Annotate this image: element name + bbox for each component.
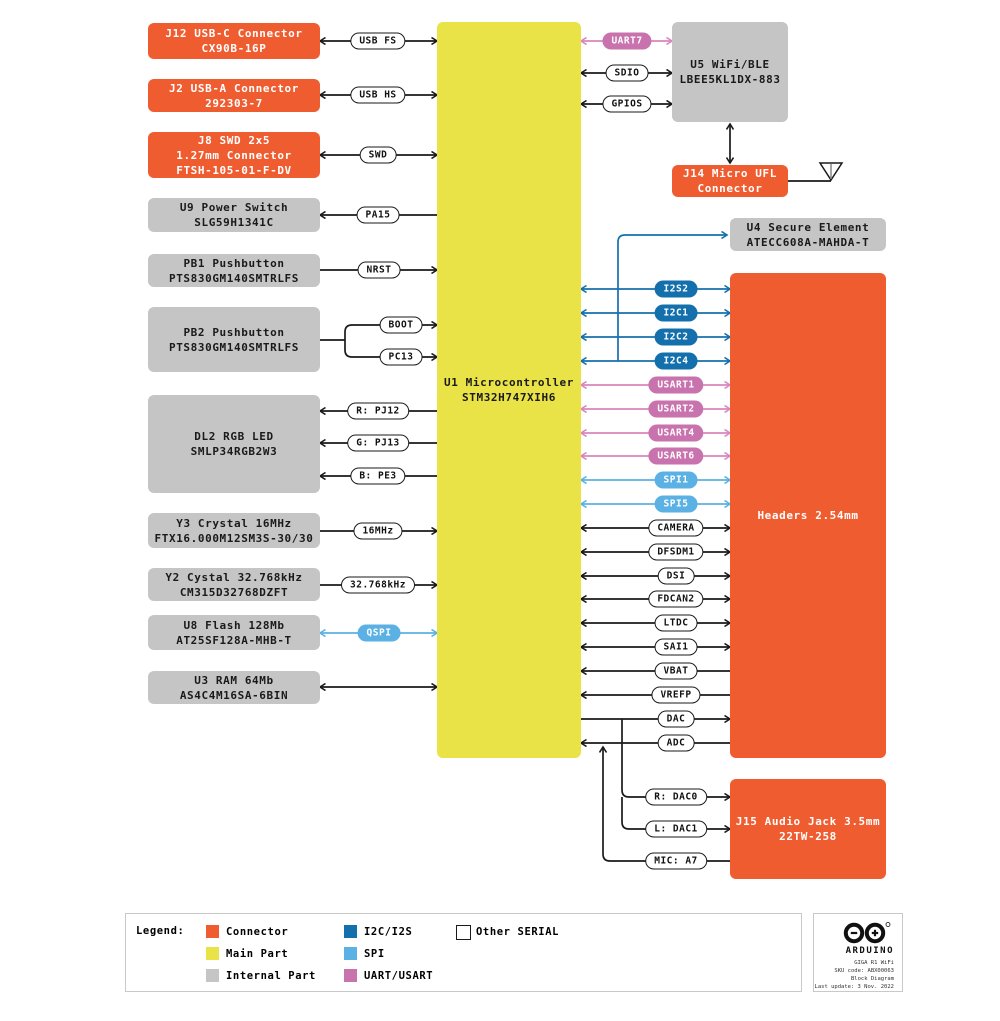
block-dl2: [148, 395, 320, 493]
legend-swatch-icon: [456, 925, 471, 940]
block-j2-label: J2 USB-A Connector: [168, 81, 299, 95]
block-dl2-label: DL2 RGB LED: [194, 430, 274, 443]
wire-r-dac0: [622, 719, 730, 797]
block-u3-label: AS4C4M16SA-6BIN: [179, 688, 289, 702]
legend-swatch-icon: [344, 969, 357, 982]
pill-pc13: PC13: [380, 349, 423, 366]
block-u9-label: SLG59H1341C: [194, 216, 274, 229]
block-u3-label: U3 RAM 64Mb: [194, 673, 274, 687]
pill-i2c2: I2C2: [655, 329, 698, 346]
pill-usart1: USART1: [648, 377, 703, 394]
legend-swatch-icon: [344, 925, 357, 938]
pill-vbat: VBAT: [655, 663, 698, 680]
pill-r-pj12: R: PJ12: [347, 403, 409, 420]
block-y2-label: Y2 Cystal 32.768kHz: [165, 570, 303, 584]
legend-label: Connector: [226, 926, 289, 938]
legend-label: SPI: [364, 948, 385, 960]
pill-mic-a7: MIC: A7: [645, 853, 707, 870]
antenna-icon: [820, 163, 842, 180]
block-u4-label: ATECC608A-MAHDA-T: [746, 235, 870, 249]
block-y2: [148, 568, 320, 601]
logo-caption-line: SKU code: ABX00063: [834, 968, 894, 974]
pill-dsi: DSI: [658, 568, 695, 585]
block-u9-label: U9 Power Switch: [179, 201, 289, 214]
pill-g-pj13: G: PJ13: [347, 435, 409, 452]
pill-usart2: USART2: [648, 401, 703, 418]
logo-caption-line: Block Diagram: [850, 976, 894, 982]
block-j12-label: J12 USB-C Connector: [165, 27, 303, 40]
block-pb2: [148, 307, 320, 372]
block-dl2-label: SMLP34RGB2W3: [190, 445, 278, 458]
block-pb2-label: PTS830GM140SMTRLFS: [168, 340, 299, 354]
logo-caption-lines: [815, 959, 894, 991]
pill-usb-fs: USB FS: [350, 33, 405, 50]
pill-r-dac0: R: DAC0: [645, 789, 707, 806]
pill-adc: ADC: [658, 735, 695, 752]
block-pb1: [148, 254, 320, 287]
block-u1-label: U1 Microcontroller: [443, 376, 574, 389]
block-pb2-label: PB2 Pushbutton: [183, 325, 285, 339]
block-u1-label: STM32H747XIH6: [462, 391, 556, 404]
pill-qspi: QSPI: [358, 625, 401, 642]
block-j8-label: FTSH-105-01-F-DV: [176, 163, 292, 177]
block-j12-label: CX90B-16P: [201, 42, 267, 55]
legend-title: Legend:: [136, 925, 185, 937]
logo-caption-line: Last update: 3 Nov. 2022: [814, 984, 894, 990]
legend-label: Main Part: [226, 948, 289, 960]
block-u1: [437, 22, 581, 758]
block-pb1-label: PTS830GM140SMTRLFS: [168, 271, 299, 285]
block-j14-label: Connector: [697, 182, 763, 195]
block-u5-label: LBEE5KL1DX-883: [679, 73, 781, 86]
block-u5: [672, 22, 788, 122]
legend: [125, 913, 802, 992]
block-j15-label: 22TW-258: [779, 830, 837, 843]
pill-dac: DAC: [658, 711, 695, 728]
block-u8-label: U8 Flash 128Mb: [183, 618, 285, 632]
block-j15-label: J15 Audio Jack 3.5mm: [735, 815, 881, 828]
pill-usart6: USART6: [648, 448, 703, 465]
pill-b-pe3: B: PE3: [350, 468, 405, 485]
arduino-infinity-icon: [840, 921, 894, 945]
pill-boot: BOOT: [380, 317, 423, 334]
pill-16mhz: 16MHz: [353, 523, 402, 540]
block-j8-label: J8 SWD 2x5: [197, 133, 271, 147]
legend-label: Other SERIAL: [476, 926, 560, 938]
pill-usb-hs: USB HS: [350, 87, 405, 104]
arduino-logo-box: [813, 913, 903, 992]
pill-l-dac1: L: DAC1: [645, 821, 707, 838]
pill-nrst: NRST: [358, 262, 401, 279]
pill-gpios: GPIOS: [602, 96, 651, 113]
block-headers: [730, 273, 886, 758]
pill-dfsdm1: DFSDM1: [648, 544, 703, 561]
pill-spi5: SPI5: [655, 496, 698, 513]
arduino-brand-text: ARDUINO: [845, 946, 894, 956]
block-u4-label: U4 Secure Element: [746, 220, 870, 234]
pill-vrefp: VREFP: [651, 687, 700, 704]
block-u5-label: U5 WiFi/BLE: [690, 58, 770, 71]
block-j8-label: 1.27mm Connector: [176, 148, 292, 162]
block-j2: [148, 79, 320, 112]
block-pb1-label: PB1 Pushbutton: [183, 256, 285, 270]
block-u8-label: AT25SF128A-MHB-T: [176, 633, 292, 647]
pill-spi1: SPI1: [655, 472, 698, 489]
block-y3-label: Y3 Crystal 16MHz: [176, 516, 292, 530]
pill-i2s2: I2S2: [655, 281, 698, 298]
legend-label: I2C/I2S: [364, 926, 413, 938]
block-y3: [148, 513, 320, 548]
legend-swatch-icon: [344, 947, 357, 960]
block-j14: [672, 165, 788, 197]
block-y2-label: CM315D32768DZFT: [179, 585, 289, 599]
pill-i2c4: I2C4: [655, 353, 698, 370]
block-u9: [148, 198, 320, 232]
pill-swd: SWD: [360, 147, 397, 164]
block-j2-label: 292303-7: [205, 96, 263, 110]
legend-swatch-icon: [206, 969, 219, 982]
block-y3-label: FTX16.000M12SM3S-30/30: [154, 531, 314, 545]
logo-caption-line: GIGA R1 WiFi: [854, 960, 894, 966]
block-u8: [148, 615, 320, 650]
pill-i2c1: I2C1: [655, 305, 698, 322]
legend-label: Internal Part: [226, 970, 316, 982]
pill-usart4: USART4: [648, 425, 703, 442]
block-j12: [148, 23, 320, 59]
legend-swatch-icon: [206, 947, 219, 960]
pill-sai1: SAI1: [655, 639, 698, 656]
block-u4: [730, 218, 886, 251]
pill-fdcan2: FDCAN2: [648, 591, 703, 608]
block-headers-label: Headers 2.54mm: [757, 509, 859, 522]
pill-pa15: PA15: [357, 207, 400, 224]
legend-label: UART/USART: [364, 970, 434, 982]
legend-swatch-icon: [206, 925, 219, 938]
block-j14-label: J14 Micro UFL: [683, 167, 777, 180]
pill-camera: CAMERA: [648, 520, 703, 537]
pill-32-768khz: 32.768kHz: [341, 577, 415, 594]
block-j15: [730, 779, 886, 879]
pill-ltdc: LTDC: [655, 615, 698, 632]
pill-uart7: UART7: [602, 33, 651, 50]
pill-sdio: SDIO: [606, 65, 649, 82]
block-u3: [148, 671, 320, 704]
block-j8: [148, 132, 320, 178]
